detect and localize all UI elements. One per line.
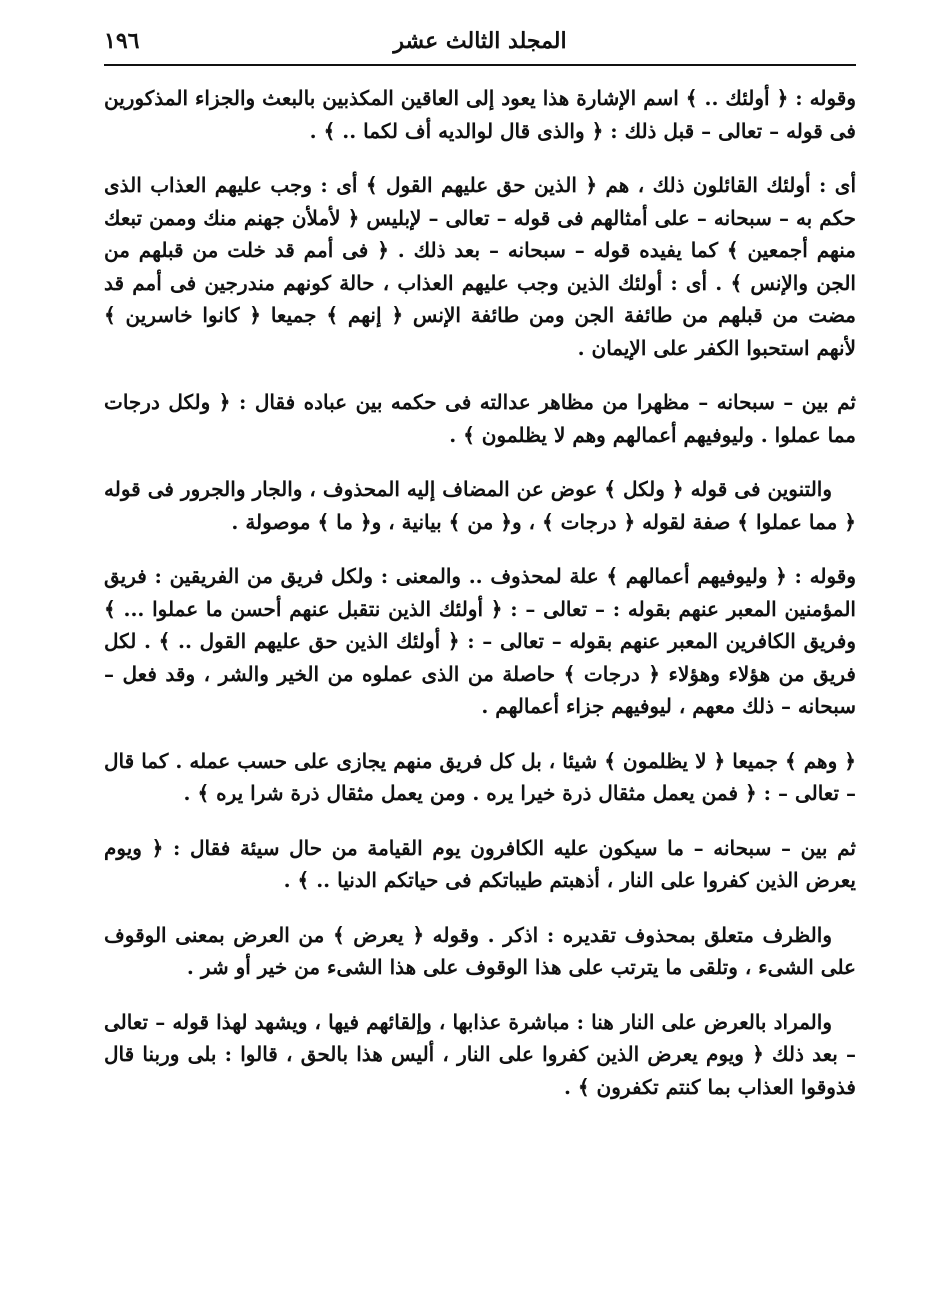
body-text <box>104 82 856 1125</box>
paragraph-3: ثم بين – سبحانه – مظهرا من مظاهر عدالته فى حكمه بين عباده فقال : ﴿ ولكل درجات مما عملوا . وليوفيهم أعمالهم وهم لا يظلمون ﴾ . <box>104 390 856 447</box>
paragraph-8: والظرف متعلق بمحذوف تقديره : اذكر . وقوله ﴿ يعرض ﴾ من العرض بمعنى الوقوف على الشىء ، وتلقى ما يترتب على هذا الوقوف على هذا الشىء من خير أو شر . <box>104 922 856 979</box>
page-header <box>104 28 856 66</box>
page-number: ١٩٦ <box>104 28 140 54</box>
paragraph-7: ثم بين – سبحانه – ما سيكون عليه الكافرون يوم القيامة من حال سيئة فقال : ﴿ ويوم يعرض الذين كفروا على النار ، أذهبتم طيباتكم فى حياتكم الدنيا .. ﴾ . <box>104 835 856 892</box>
paragraph-2: أى : أولئك القائلون ذلك ، هم ﴿ الذين حق عليهم القول ﴾ أى : وجب عليهم العذاب الذى حكم به – سبحانه – على أمثالهم فى قوله – تعالى – لإبليس ﴿ لأملأن جهنم منك وممن تبعك منهم أجمعين ﴾ كما يفيده قوله – سبحانه – بعد ذلك . ﴿ فى أمم قد خلت من قبلهم من الجن والإنس ﴾ . أى : أولئك الذين وجب عليهم العذاب ، حالة كونهم مندرجين فى أمم قد مضت من قبلهم من طائفة الجن ومن طائفة الإنس ﴿ إنهم ﴾ جميعا ﴿ كانوا خاسرين ﴾ لأنهم استحبوا الكفر على الإيمان . <box>104 173 856 360</box>
volume-title: المجلد الثالث عشر <box>393 28 567 54</box>
paragraph-9: والمراد بالعرض على النار هنا : مباشرة عذابها ، وإلقائهم فيها ، ويشهد لهذا قوله – تعالى – بعد ذلك ﴿ ويوم يعرض الذين كفروا على النار ، أليس هذا بالحق ، قالوا : بلى وربنا قال فذوقوا العذاب بما كنتم تكفرون ﴾ . <box>104 1009 856 1099</box>
paragraph-1: وقوله : ﴿ أولئك .. ﴾ اسم الإشارة هذا يعود إلى العاقين المكذبين بالبعث والجزاء المذكورين فى قوله – تعالى – قبل ذلك : ﴿ والذى قال لوالديه أف لكما .. ﴾ . <box>104 86 856 143</box>
paragraph-4: والتنوين فى قوله ﴿ ولكل ﴾ عوض عن المضاف إليه المحذوف ، والجار والجرور فى قوله ﴿ مما عملوا ﴾ صفة لقوله ﴿ درجات ﴾ ، و﴿ من ﴾ بيانية ، و﴿ ما ﴾ موصولة . <box>104 477 856 534</box>
paragraph-6: ﴿ وهم ﴾ جميعا ﴿ لا يظلمون ﴾ شيئا ، بل كل فريق منهم يجازى على حسب عمله . كما قال – تعالى – : ﴿ فمن يعمل مثقال ذرة خيرا يره . ومن يعمل مثقال ذرة شرا يره ﴾ . <box>104 748 856 805</box>
paragraph-5: وقوله : ﴿ وليوفيهم أعمالهم ﴾ علة لمحذوف .. والمعنى : ولكل فريق من الفريقين : فريق المؤمنين المعبر عنهم بقوله : – تعالى – : ﴿ أولئك الذين نتقبل عنهم أحسن ما عملوا ... ﴾ وفريق الكافرين المعبر عنهم بقوله – تعالى – : ﴿ أولئك الذين حق عليهم القول .. ﴾ . لكل فريق من هؤلاء وهؤلاء ﴿ درجات ﴾ حاصلة من الذى عملوه من الخير والشر ، وقد فعل – سبحانه – ذلك معهم ، ليوفيهم جزاء أعمالهم . <box>104 564 856 718</box>
